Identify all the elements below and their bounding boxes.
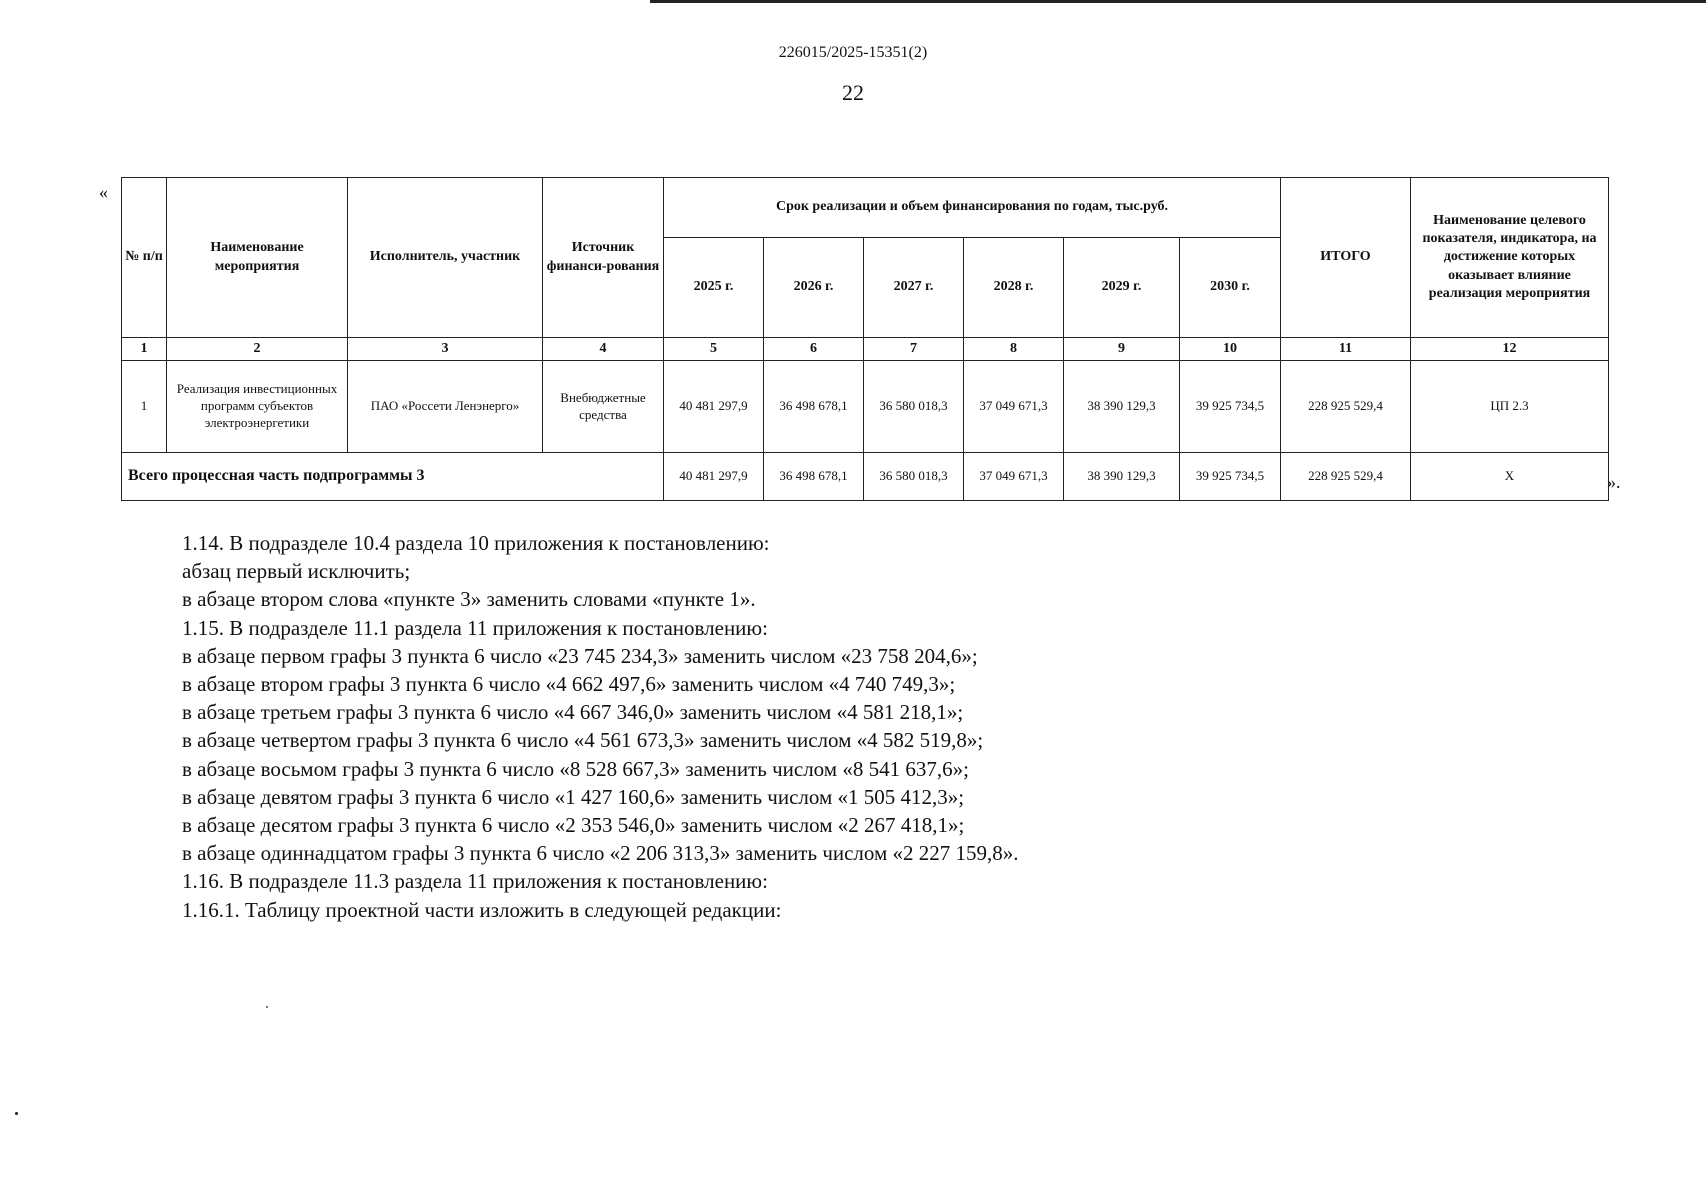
- column-number: 2: [167, 338, 348, 361]
- scan-speck: [15, 1112, 18, 1115]
- row-value-2027: 36 580 018,3: [864, 361, 964, 453]
- row-value-2029: 38 390 129,3: [1064, 361, 1180, 453]
- table-row: [122, 361, 1609, 453]
- row-name: Реализация инвестиционных программ субъектов электроэнергетики: [167, 361, 348, 453]
- total-value-2030: 39 925 734,5: [1180, 453, 1281, 501]
- header-year: 2029 г.: [1064, 238, 1180, 338]
- row-value-2026: 36 498 678,1: [764, 361, 864, 453]
- row-num: 1: [122, 361, 167, 453]
- text-line: в абзаце втором графы 3 пункта 6 число «4 662 497,6» заменить числом «4 740 749,3»;: [182, 672, 956, 697]
- text-line: в абзаце девятом графы 3 пункта 6 число «1 427 160,6» заменить числом «1 505 412,3»;: [182, 784, 965, 809]
- column-number: 11: [1281, 338, 1411, 361]
- column-number: 6: [764, 338, 864, 361]
- column-number: 5: [664, 338, 764, 361]
- text-line: 1.15. В подразделе 11.1 раздела 11 приложения к постановлению:: [182, 615, 768, 640]
- text-line: 1.14. В подразделе 10.4 раздела 10 приложения к постановлению:: [182, 531, 770, 555]
- top-scan-rule: [650, 0, 1706, 3]
- total-value-2029: 38 390 129,3: [1064, 453, 1180, 501]
- row-value-2030: 39 925 734,5: [1180, 361, 1281, 453]
- text-line: в абзаце первом графы 3 пункта 6 число «23 745 234,3» заменить числом «23 758 204,6»;: [182, 643, 978, 668]
- text-line: в абзаце одиннадцатом графы 3 пункта 6 число «2 206 313,3» заменить числом «2 227 159,8».: [182, 841, 1019, 866]
- column-number: 9: [1064, 338, 1180, 361]
- header-indicator: Наименование целевого показателя, индикатора, на достижение которых оказывает влияние реализация мероприятия: [1411, 178, 1609, 338]
- financing-table: [121, 177, 1609, 501]
- header-name: Наименование мероприятия: [167, 178, 348, 338]
- column-number: 4: [543, 338, 664, 361]
- header-source: Источник финанси-рования: [543, 178, 664, 338]
- total-value-2025: 40 481 297,9: [664, 453, 764, 501]
- header-executor: Исполнитель, участник: [348, 178, 543, 338]
- document-number: 226015/2025-15351(2): [778, 44, 928, 61]
- total-row-label: Всего процессная часть подпрограммы 3: [122, 453, 664, 501]
- text-line: в абзаце втором слова «пункте 3» заменить словами «пункте 1».: [182, 587, 756, 612]
- row-value-2025: 40 481 297,9: [664, 361, 764, 453]
- column-number: 10: [1180, 338, 1281, 361]
- header-total: ИТОГО: [1281, 178, 1411, 338]
- total-value-2028: 37 049 671,3: [964, 453, 1064, 501]
- header-year: 2028 г.: [964, 238, 1064, 338]
- header-year: 2030 г.: [1180, 238, 1281, 338]
- total-value-2027: 36 580 018,3: [864, 453, 964, 501]
- text-line: 1.16. В подразделе 11.3 раздела 11 приложения к постановлению:: [182, 869, 768, 894]
- total-row-total: 228 925 529,4: [1281, 453, 1411, 501]
- header-year: 2025 г.: [664, 238, 764, 338]
- table-close-quote: ».: [1607, 472, 1621, 492]
- text-line: в абзаце восьмом графы 3 пункта 6 число «8 528 667,3» заменить числом «8 541 637,6»;: [182, 756, 969, 781]
- header-year: 2027 г.: [864, 238, 964, 338]
- text-line: абзац первый исключить;: [182, 559, 411, 584]
- amendment-text: [182, 529, 1542, 924]
- text-line: в абзаце десятом графы 3 пункта 6 число «2 353 546,0» заменить числом «2 267 418,1»;: [182, 813, 965, 838]
- total-row-indicator: X: [1411, 453, 1609, 501]
- text-line: 1.16.1. Таблицу проектной части изложить в следующей редакции:: [182, 897, 782, 922]
- header-year: 2026 г.: [764, 238, 864, 338]
- scan-speck: [266, 1006, 268, 1008]
- row-total: 228 925 529,4: [1281, 361, 1411, 453]
- page-number: 22: [842, 80, 864, 105]
- total-row: [122, 453, 1609, 501]
- row-executor: ПАО «Россети Ленэнерго»: [348, 361, 543, 453]
- row-indicator: ЦП 2.3: [1411, 361, 1609, 453]
- text-line: в абзаце третьем графы 3 пункта 6 число «4 667 346,0» заменить числом «4 581 218,1»;: [182, 700, 964, 725]
- column-number: 8: [964, 338, 1064, 361]
- row-value-2028: 37 049 671,3: [964, 361, 1064, 453]
- total-value-2026: 36 498 678,1: [764, 453, 864, 501]
- table-open-quote: «: [99, 182, 108, 202]
- row-source: Внебюджетные средства: [543, 361, 664, 453]
- header-period: Срок реализации и объем финансирования по годам, тыс.руб.: [664, 178, 1281, 238]
- header-num: № п/п: [122, 178, 167, 338]
- column-number: 3: [348, 338, 543, 361]
- column-number: 12: [1411, 338, 1609, 361]
- column-number: 1: [122, 338, 167, 361]
- column-number: 7: [864, 338, 964, 361]
- text-line: в абзаце четвертом графы 3 пункта 6 число «4 561 673,3» заменить числом «4 582 519,8»;: [182, 728, 984, 753]
